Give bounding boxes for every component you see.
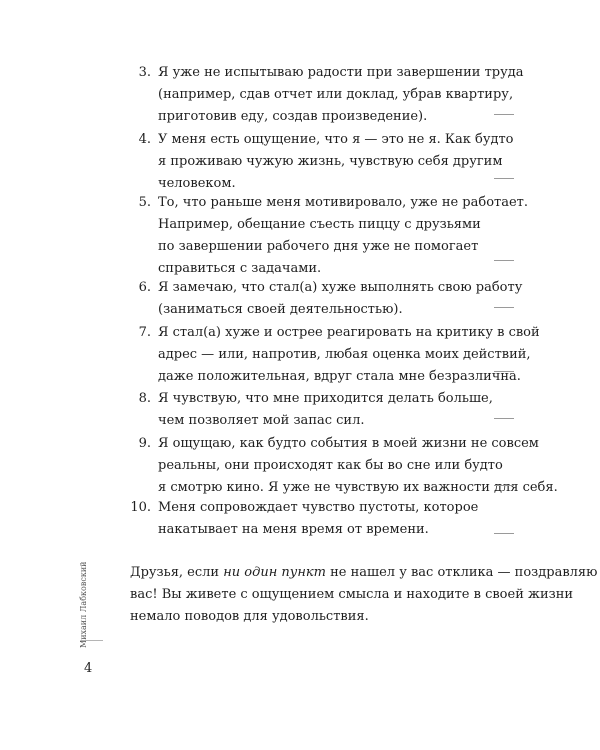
item-line: Я чувствую, что мне приходится делать больше, bbox=[158, 391, 493, 406]
item-number: 4. bbox=[138, 132, 151, 147]
item-number: 5. bbox=[138, 195, 151, 210]
item-line: У меня есть ощущение, что я — это не я. Как будто bbox=[158, 132, 514, 147]
answer-blank[interactable] bbox=[494, 418, 514, 419]
item-number: 10. bbox=[130, 500, 151, 515]
conclusion-text: Друзья, если bbox=[130, 565, 224, 580]
item-line: реальны, они происходят как бы во сне или будто bbox=[158, 458, 503, 473]
conclusion-line-3: немало поводов для удовольствия. bbox=[130, 609, 369, 624]
answer-blank[interactable] bbox=[494, 307, 514, 308]
item-line: даже положительная, вдруг стала мне безразлична. bbox=[158, 369, 521, 384]
conclusion-line-1 bbox=[130, 562, 598, 584]
page-number: 4 bbox=[84, 661, 93, 676]
item-line: справиться с задачами. bbox=[158, 261, 322, 276]
item-text bbox=[158, 322, 540, 388]
conclusion-line-2: вас! Вы живете с ощущением смысла и находите в своей жизни bbox=[130, 587, 574, 602]
item-number: 7. bbox=[138, 325, 151, 340]
item-line: я проживаю чужую жизнь, чувствую себя другим bbox=[158, 154, 503, 169]
item-line: Я замечаю, что стал(а) хуже выполнять свою работу bbox=[158, 280, 523, 295]
item-text bbox=[158, 433, 558, 499]
item-line: Я стал(а) хуже и острее реагировать на критику в свой bbox=[158, 325, 540, 340]
item-text bbox=[158, 497, 488, 541]
item-line: Меня сопровождает чувство пустоты, которое bbox=[158, 500, 479, 515]
item-line: адрес — или, напротив, любая оценка моих действий, bbox=[158, 347, 531, 362]
running-head-author bbox=[78, 538, 92, 648]
answer-blank[interactable] bbox=[494, 371, 514, 372]
item-line: (заниматься своей деятельностью). bbox=[158, 302, 403, 317]
item-number: 6. bbox=[138, 280, 151, 295]
item-text bbox=[158, 192, 528, 280]
item-line: по завершении рабочего дня уже не помогает bbox=[158, 239, 479, 254]
running-head-divider bbox=[81, 640, 103, 641]
answer-blank[interactable] bbox=[494, 178, 514, 179]
answer-blank[interactable] bbox=[494, 533, 514, 534]
conclusion-paragraph bbox=[130, 562, 598, 628]
item-line: чем позволяет мой запас сил. bbox=[158, 413, 365, 428]
item-line: Например, обещание съесть пиццу с друзьями bbox=[158, 217, 481, 232]
item-line: приготовив еду, создав произведение). bbox=[158, 109, 428, 124]
item-line: То, что раньше меня мотивировало, уже не работает. bbox=[158, 195, 528, 210]
item-line: накатывает на меня время от времени. bbox=[158, 522, 429, 537]
item-line: я смотрю кино. Я уже не чувствую их важности для себя. bbox=[158, 480, 558, 495]
author-name: Михаил Лабковский bbox=[79, 561, 88, 648]
item-number: 8. bbox=[138, 391, 151, 406]
item-text bbox=[158, 129, 514, 195]
item-text bbox=[158, 277, 523, 321]
answer-blank[interactable] bbox=[494, 114, 514, 115]
item-text bbox=[158, 62, 524, 128]
item-line: (например, сдав отчет или доклад, убрав квартиру, bbox=[158, 87, 514, 102]
conclusion-emphasis: ни один пункт bbox=[223, 565, 326, 580]
item-number: 9. bbox=[138, 436, 151, 451]
item-line: человеком. bbox=[158, 176, 236, 191]
item-line: Я ощущаю, как будто события в моей жизни не совсем bbox=[158, 436, 539, 451]
item-text bbox=[158, 388, 493, 432]
answer-blank[interactable] bbox=[494, 260, 514, 261]
answer-blank[interactable] bbox=[494, 485, 514, 486]
item-number: 3. bbox=[138, 65, 151, 80]
item-line: Я уже не испытываю радости при завершении труда bbox=[158, 65, 524, 80]
conclusion-text: не нашел у вас отклика — поздравляю bbox=[325, 565, 598, 580]
